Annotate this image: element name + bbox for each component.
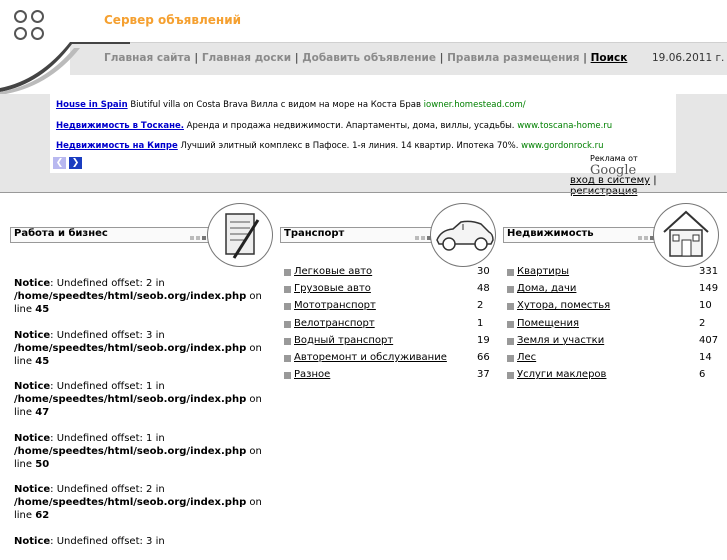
list-item (507, 335, 722, 352)
list-item (284, 352, 494, 369)
ad-title[interactable]: House in Spain (56, 100, 128, 110)
ad-url[interactable]: iowner.homestead.com/ (423, 100, 526, 110)
site-title: Сервер объявлений (104, 13, 242, 27)
notice-message: Notice: Undefined offset: 3 in /home/speedtes/html/seob.org/index.php on line 45 (14, 329, 262, 367)
category-link[interactable]: Мототранспорт (294, 300, 376, 312)
notice-message: Notice: Undefined offset: 1 in /home/speedtes/html/seob.org/index.php on line 47 (14, 381, 262, 418)
chevron-left-icon[interactable]: ❮ (53, 157, 66, 169)
nav-separator: | (439, 52, 444, 64)
list-item (507, 266, 722, 283)
category-link[interactable]: Авторемонт и обслуживание (294, 351, 447, 363)
register-link[interactable]: регистрация (570, 186, 638, 197)
list-item (284, 318, 494, 335)
ads-block (50, 94, 676, 178)
category-link[interactable]: Легковые авто (294, 266, 373, 277)
php-notices (14, 277, 264, 560)
category-link[interactable]: Квартиры (517, 266, 570, 277)
list-item (507, 369, 722, 386)
dots-decoration (188, 232, 206, 243)
nav-main-board[interactable]: Главная доски (201, 52, 292, 64)
bullet-icon (284, 355, 291, 362)
ad-title[interactable]: Недвижимость в Тоскане. (56, 121, 184, 131)
nav-add-ad[interactable]: Добавить объявление (302, 52, 436, 64)
ad-text: Лучший элитный комплекс в Пафосе. 1-я линия. 14 квартир. Ипотека 70%. (180, 141, 519, 151)
item-count: 407 (699, 334, 719, 346)
category-link[interactable]: Водный транспорт (294, 334, 394, 346)
notice-message: Notice: Undefined offset: 1 in /home/speedtes/html/seob.org/index.php on line 50 (14, 432, 262, 470)
notice-message: Notice: Undefined offset: 2 in /home/speedtes/html/seob.org/index.php on line 62 (14, 484, 262, 521)
category-link[interactable]: Велотранспорт (294, 317, 375, 329)
list-item (507, 318, 722, 335)
item-count: 30 (477, 266, 490, 277)
nav-main-site[interactable]: Главная сайта (104, 52, 191, 64)
ad-url[interactable]: www.toscana-home.ru (517, 121, 613, 131)
item-count: 2 (699, 317, 706, 329)
bullet-icon (507, 355, 514, 362)
site-logo[interactable] (14, 10, 46, 42)
list-item (507, 352, 722, 369)
category-title: Транспорт (284, 228, 345, 239)
ads-label: Реклама от (590, 154, 638, 163)
header (0, 0, 727, 92)
bullet-icon (507, 286, 514, 293)
list-item (507, 300, 722, 317)
item-count: 66 (477, 351, 490, 363)
item-count: 48 (477, 283, 490, 295)
list-item (284, 335, 494, 352)
bullet-icon (284, 286, 291, 293)
item-count: 1 (477, 317, 484, 329)
item-count: 331 (699, 266, 719, 277)
bullet-icon (284, 372, 291, 379)
car-icon (430, 203, 496, 267)
item-count: 2 (477, 300, 484, 312)
category-title: Недвижимость (507, 228, 594, 239)
bullet-icon (507, 372, 514, 379)
item-count: 37 (477, 369, 490, 381)
item-count: 14 (699, 351, 712, 363)
bullet-icon (284, 303, 291, 310)
main-content (0, 192, 727, 546)
ad-item[interactable] (56, 100, 526, 110)
category-list-transport (284, 266, 494, 386)
ad-url[interactable]: www.gordonrock.ru (521, 141, 604, 151)
category-list-realty (507, 266, 722, 386)
item-count: 149 (699, 283, 719, 295)
ad-text: Biutiful villa on Costa Brava Вилла с видом на море на Коста Брав (130, 100, 421, 110)
bullet-icon (284, 321, 291, 328)
list-item (284, 369, 494, 386)
list-item (507, 283, 722, 300)
item-count: 19 (477, 334, 490, 346)
notice-message: Notice: Undefined offset: 2 in /home/speedtes/html/seob.org/index.php on line 45 (14, 278, 262, 315)
category-link[interactable]: Хутора, поместья (517, 300, 611, 312)
main-nav (104, 52, 627, 64)
category-link[interactable]: Земля и участки (517, 334, 605, 346)
login-separator: | (653, 175, 657, 186)
nav-separator: | (294, 52, 299, 64)
category-link[interactable]: Лес (517, 351, 537, 363)
category-link[interactable]: Грузовые авто (294, 283, 371, 295)
category-link[interactable]: Дома, дачи (517, 283, 577, 295)
notice-message: Notice: Undefined offset: 3 in (14, 535, 165, 547)
category-link[interactable]: Разное (294, 369, 331, 381)
bullet-icon (507, 338, 514, 345)
bullet-icon (284, 338, 291, 345)
nav-separator: | (583, 52, 587, 64)
side-band (0, 94, 50, 192)
current-date: 19.06.2011 г. (652, 52, 725, 64)
list-item (284, 283, 494, 300)
bullet-icon (507, 269, 514, 276)
list-item (284, 266, 494, 283)
item-count: 6 (699, 369, 706, 381)
notepad-pen-icon (207, 203, 273, 267)
nav-separator: | (194, 52, 199, 64)
ad-item[interactable] (56, 141, 604, 151)
category-title: Работа и бизнес (14, 228, 108, 239)
item-count: 10 (699, 300, 712, 312)
nav-search[interactable]: Поиск (590, 52, 628, 64)
bullet-icon (507, 303, 514, 310)
login-link[interactable]: вход в систему (570, 175, 651, 186)
ad-text: Аренда и продажа недвижимости. Апартаменты, дома, виллы, усадьбы. (186, 121, 515, 131)
list-item (284, 300, 494, 317)
nav-rules[interactable]: Правила размещения (447, 52, 580, 64)
dots-decoration (413, 232, 431, 243)
bullet-icon (284, 269, 291, 276)
house-icon (653, 203, 719, 267)
ad-item[interactable] (56, 121, 612, 131)
ad-title[interactable]: Недвижимость на Кипре (56, 141, 178, 151)
side-band (676, 94, 727, 173)
chevron-right-icon[interactable]: ❯ (69, 157, 82, 169)
dots-decoration (636, 232, 654, 243)
category-link[interactable]: Помещения (517, 317, 579, 329)
bullet-icon (507, 321, 514, 328)
google-logo: Google (590, 163, 637, 178)
category-link[interactable]: Услуги маклеров (517, 369, 607, 381)
